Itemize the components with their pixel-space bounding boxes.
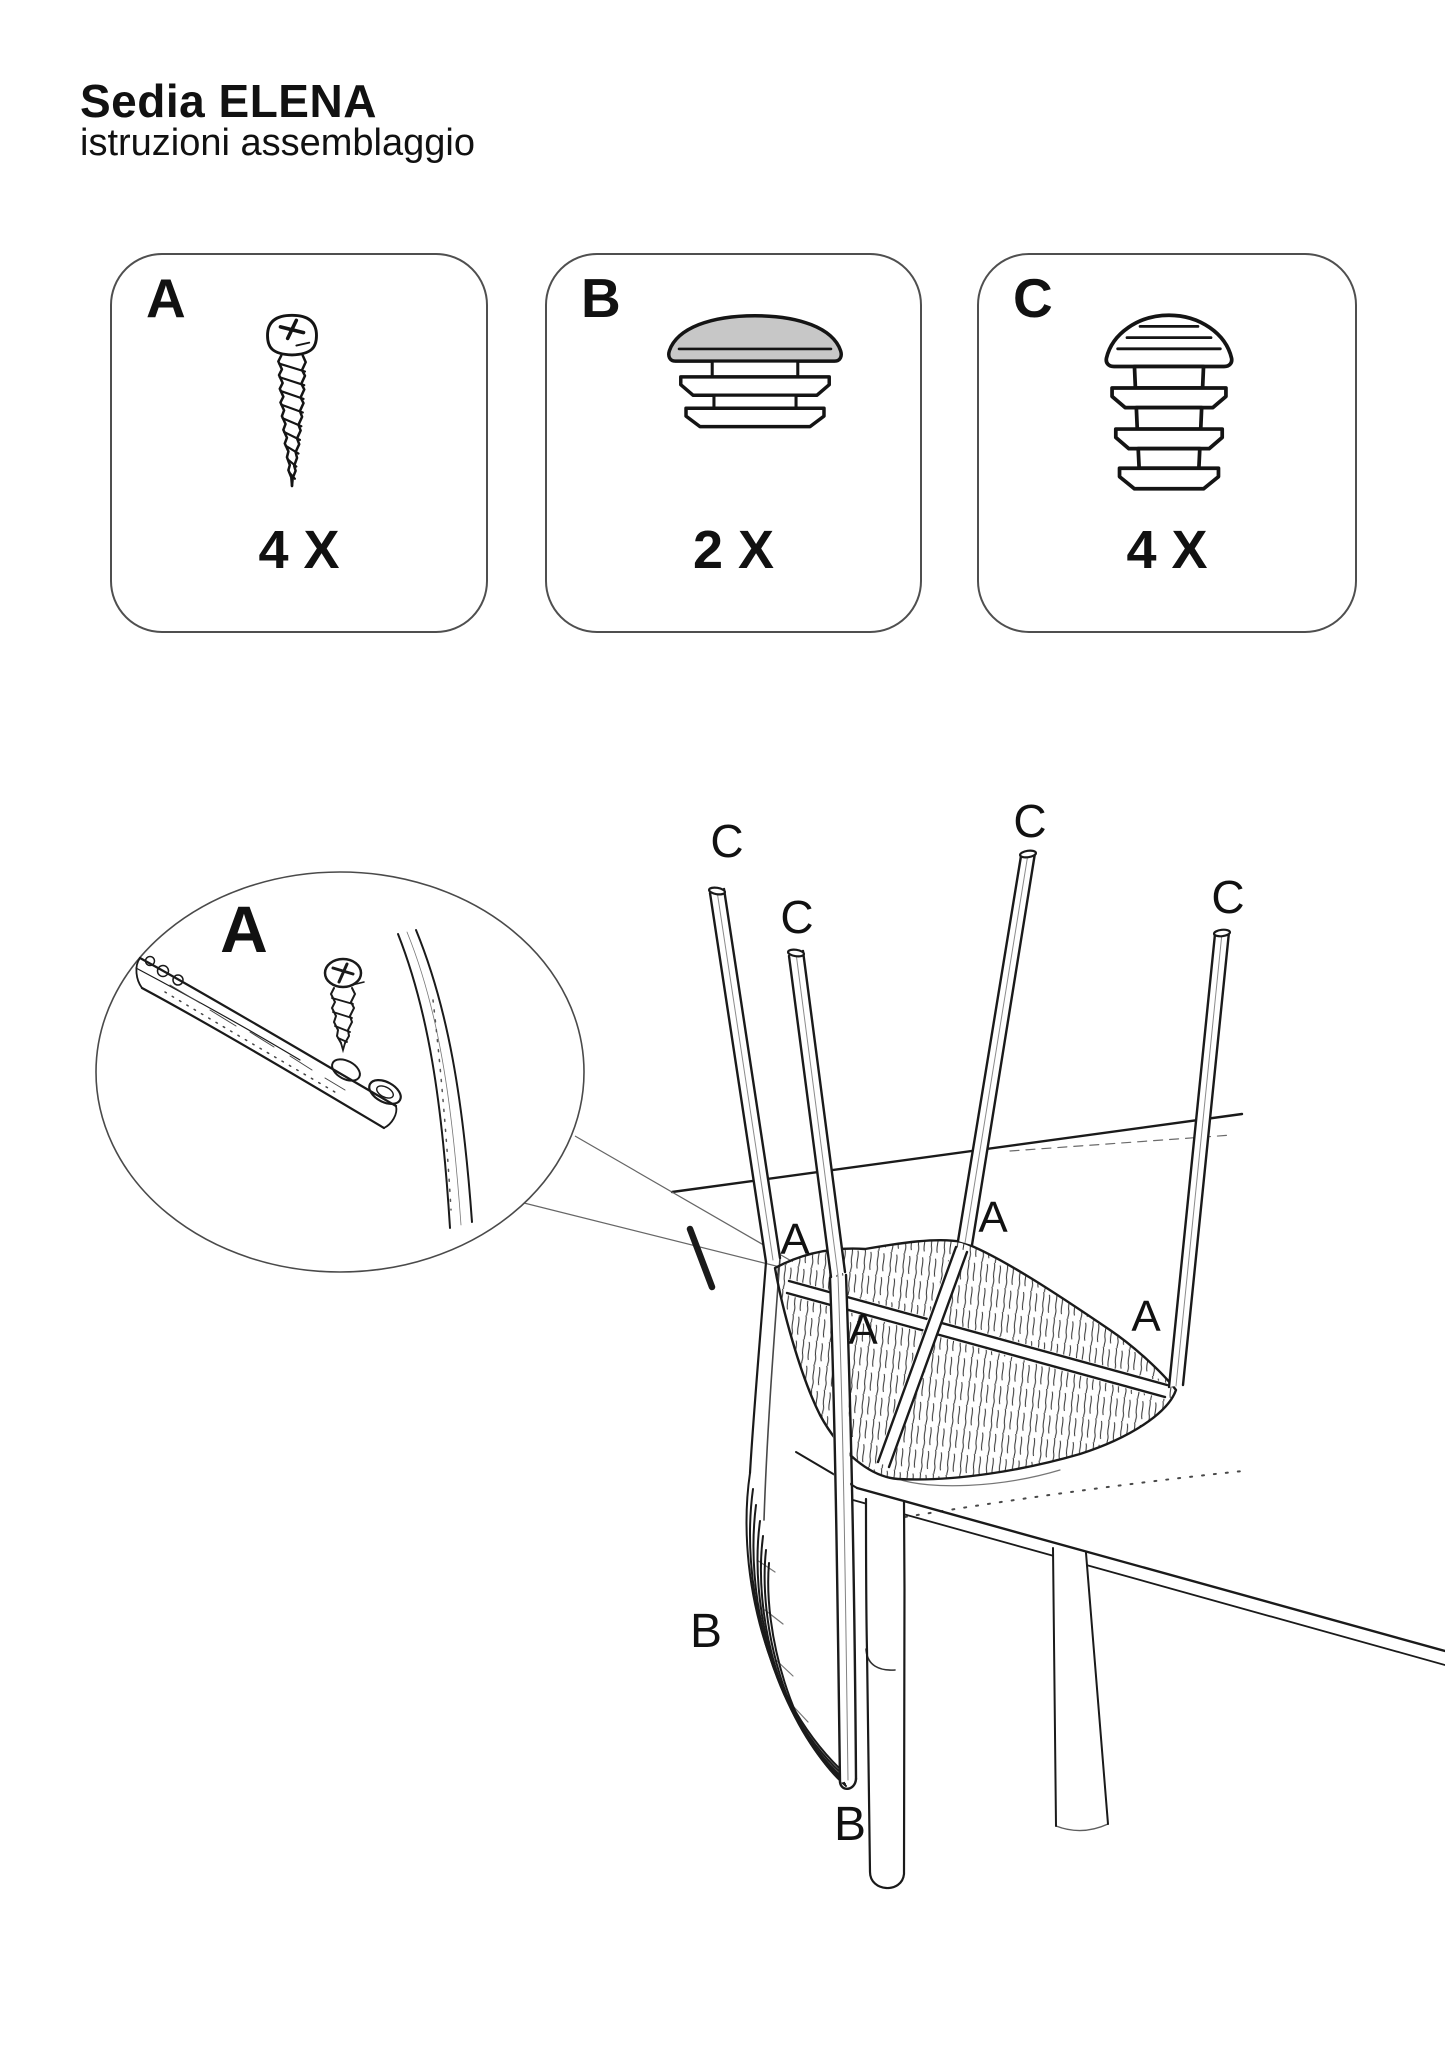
chair-leg-1 — [709, 887, 780, 1262]
leg-label-c2: C — [780, 891, 814, 943]
leg-label-c4: C — [1211, 871, 1245, 923]
part-letter-b: B — [581, 267, 621, 329]
detail-label-a: A — [220, 892, 268, 966]
page-title: Sedia ELENA — [80, 75, 377, 127]
part-count-b: 2 X — [692, 520, 775, 580]
screw-label-a2: A — [978, 1193, 1008, 1242]
detail-circle — [96, 872, 584, 1272]
page-subtitle: istruzioni assemblaggio — [80, 122, 475, 164]
screw-label-a4: A — [1131, 1292, 1161, 1341]
chair-leg-4 — [1169, 929, 1230, 1387]
chair-leg-3 — [958, 850, 1036, 1245]
screw-label-a1: A — [780, 1215, 810, 1264]
leg-label-c3: C — [1013, 795, 1047, 847]
part-count-a: 4 X — [258, 520, 340, 580]
leg-label-c1: C — [710, 815, 744, 867]
screw-label-a3: A — [848, 1305, 878, 1354]
part-letter-a: A — [146, 267, 186, 329]
part-count-c: 4 X — [1126, 520, 1208, 580]
back-label-b2: B — [833, 1798, 867, 1851]
part-letter-c: C — [1013, 267, 1053, 329]
back-label-b1: B — [689, 1605, 723, 1658]
